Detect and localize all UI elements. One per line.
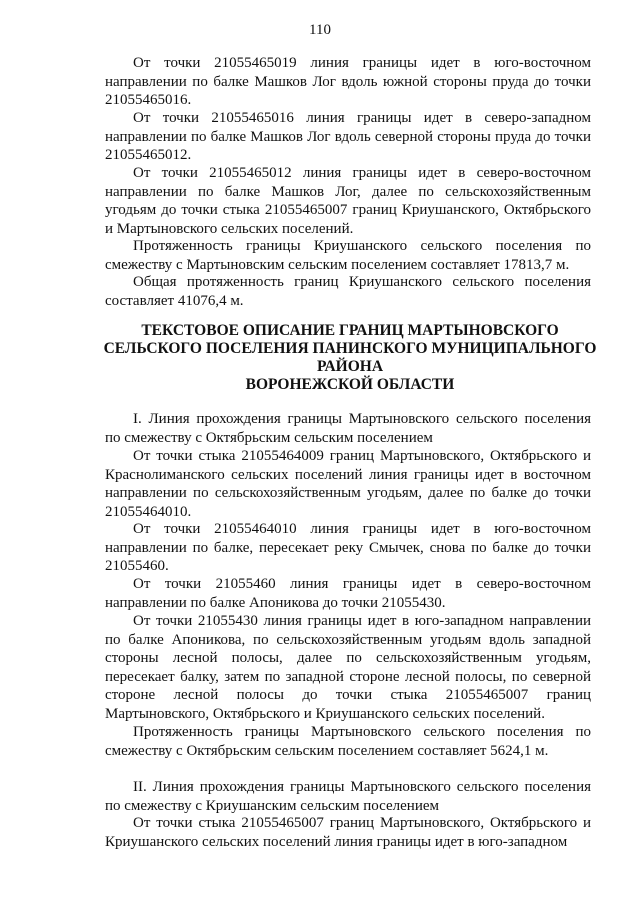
paragraph: От точки стыка 21055465007 границ Мартыновского, Октябрьского и Криушанского сельских поселений линия границы идет в юго-западном [105,815,591,850]
heading-line: РАЙОНА [316,358,384,375]
paragraph: Протяженность границы Мартыновского сельского поселения по смежеству с Октябрьским сельским поселением составляет 5624,1 м. [105,724,591,759]
paragraph: Общая протяженность границ Криушанского сельского поселения составляет 41076,4 м. [105,274,591,309]
section-title: I. Линия прохождения границы Мартыновского сельского поселения по смежеству с Октябрьским сельским поселением [105,411,591,446]
paragraph: От точки 21055460 линия границы идет в северо-восточном направлении по балке Апоникова до точки 21055430. [105,576,591,611]
page-number: 110 [309,22,331,38]
section-heading [100,322,600,394]
paragraph: От точки стыка 21055464009 границ Мартыновского, Октябрьского и Краснолиманского сельских поселений линия границы идет в восточном направлении по сельскохозяйственным угодьям, далее по балке до точки 21055464010. [105,448,591,520]
heading-line: ВОРОНЕЖСКОЙ ОБЛАСТИ [245,376,455,393]
paragraph: От точки 21055464010 линия границы идет в юго-восточном направлении по балке, пересекает реку Смычек, снова по балке до точки 21055460. [105,521,591,574]
paragraph: От точки 21055465012 линия границы идет в северо-восточном направлении по балке Машков Лог, далее по сельскохозяйственным угодьям до точки стыка 21055465007 границ Криушанского, Октябрьского и Мартыновского сельских поселений. [105,165,591,237]
section-title: II. Линия прохождения границы Мартыновского сельского поселения по смежеству с Криушанским сельским поселением [105,779,591,814]
paragraph: От точки 21055465016 линия границы идет в северо-западном направлении по балке Машков Лог вдоль северной стороны пруда до точки 21055465012. [105,110,591,163]
paragraph: От точки 21055465019 линия границы идет в юго-восточном направлении по балке Машков Лог вдоль южной стороны пруда до точки 21055465016. [105,55,591,108]
heading-line: СЕЛЬСКОГО ПОСЕЛЕНИЯ ПАНИНСКОГО МУНИЦИПАЛЬНОГО [103,340,597,357]
paragraph: От точки 21055430 линия границы идет в юго-западном направлении по балке Апоникова, по сельскохозяйственным угодьям вдоль западной стороны лесной полосы, далее по сельскохозяйственным угодьям, пересекает балку, затем по западной стороне лесной полосы, по северной стороне лесной полосы до точки стыка 21055465007 границ Мартыновского, Октябрьского и Криушанского сельских поселений. [105,613,591,722]
paragraph: Протяженность границы Криушанского сельского поселения по смежеству с Мартыновским сельским поселением составляет 17813,7 м. [105,238,591,273]
heading-line: ТЕКСТОВОЕ ОПИСАНИЕ ГРАНИЦ МАРТЫНОВСКОГО [141,322,559,339]
